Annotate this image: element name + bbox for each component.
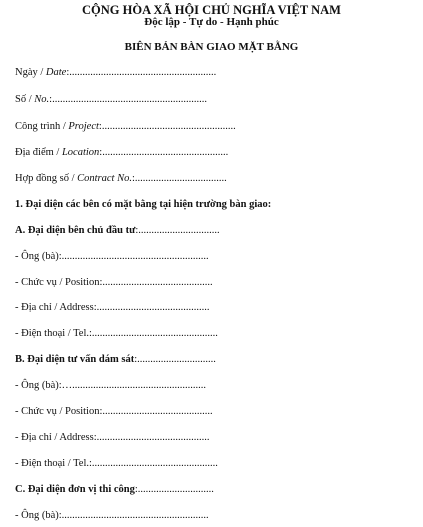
number-label-en: No. [34,94,50,105]
number-label: Số / [15,94,35,105]
project-dots: ................................................... [101,121,236,132]
partyC-heading-line [15,484,214,495]
partyA-phone: - Điện thoại / Tel.:................................................ [15,328,218,339]
location-dots: ................................................ [102,147,229,158]
date-label: Ngày / [15,67,46,78]
date-label-en: Date [45,67,67,78]
location-field [15,147,228,158]
contract-label: Hợp đồng số / [15,173,78,184]
partyA-heading: A. Đại diện bên chủ đầu tư [15,225,136,236]
motto-heading: Độc lập - Tự do - Hạnh phúc [144,16,279,28]
date-sep: : [66,67,70,78]
contract-field [15,173,227,184]
partyB-name: - Ông (bà):…................................................... [15,380,207,391]
section1-heading: 1. Đại diện các bên có mặt bằng tại hiện trường bàn giao: [15,199,272,210]
location-label-en: Location [61,147,100,158]
project-label-en: Project [68,121,99,132]
project-label: Công trình / [15,121,69,132]
partyB-phone: - Điện thoại / Tel.:................................................ [15,458,218,469]
partyC-name: - Ông (bà):........................................................ [15,510,209,521]
partyA-heading-line [15,225,220,236]
date-dots: ........................................................ [69,67,217,78]
partyB-heading: B. Đại diện tư vấn dám sát [15,354,135,365]
partyC-heading: C. Đại diện đơn vị thi công [15,484,135,495]
partyB-heading-line [15,354,216,365]
partyA-address: - Địa chỉ / Address:........................................... [15,302,210,313]
partyB-address: - Địa chỉ / Address:........................................... [15,432,210,443]
republic-heading: CỘNG HÒA XÃ HỘI CHỦ NGHĨA VIỆT NAM [82,3,341,17]
number-dots: ........................................................... [52,94,207,105]
partyB-heading-dots: :.............................. [134,354,216,365]
partyA-name: - Ông (bà):........................................................ [15,251,209,262]
partyA-heading-dots: :............................... [135,225,220,236]
partyC-heading-dots: :............................. [134,484,214,495]
contract-sep: : [131,173,135,184]
contract-label-en: Contract No. [77,173,132,184]
contract-dots: ................................... [134,173,227,184]
date-field [15,67,216,78]
number-field [15,94,207,105]
project-field [15,121,236,132]
number-sep: : [49,94,53,105]
location-sep: : [99,147,103,158]
document-title: BIÊN BẢN BÀN GIAO MẶT BẰNG [124,41,299,53]
partyB-position: - Chức vụ / Position:.......................................... [15,406,213,417]
location-label: Địa điểm / [15,147,62,158]
project-sep: : [98,121,102,132]
partyA-position: - Chức vụ / Position:.......................................... [15,277,213,288]
